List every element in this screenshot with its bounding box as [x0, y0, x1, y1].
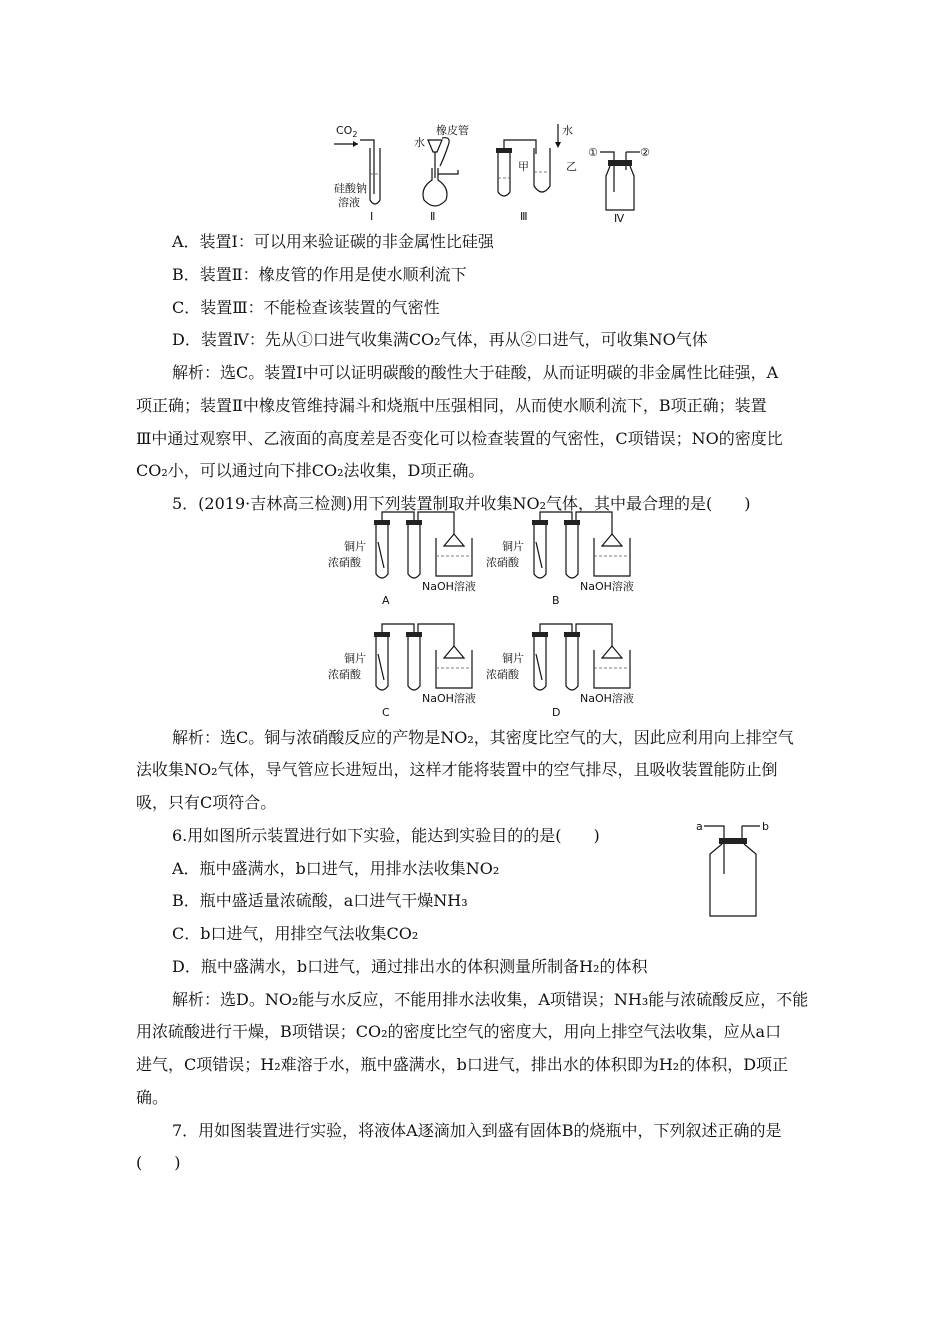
setup-b-letter: B	[552, 594, 560, 607]
q7-stem-line-1: 7．用如图装置进行实验，将液体A逐滴加入到盛有固体B的烧瓶中，下列叙述正确的是	[172, 1121, 782, 1140]
water-label-2: 水	[562, 124, 573, 137]
q4-analysis-line-2: 项正确；装置Ⅱ中橡皮管维持漏斗和烧瓶中压强相同，从而使水顺利流下，B项正确；装置	[136, 396, 767, 415]
q4-option-d: D．装置Ⅳ：先从①口进气收集满CO₂气体，再从②口进气，可收集NO气体	[172, 330, 708, 349]
q4-option-a: A．装置Ⅰ：可以用来验证碳的非金属性比硅强	[172, 232, 494, 251]
q6-analysis-line-2: 用浓硫酸进行干燥，B项错误；CO₂的密度比空气的密度大，用向上排空气法收集，应从a口	[136, 1022, 782, 1041]
roman-4: Ⅳ	[614, 212, 625, 225]
roman-3: Ⅲ	[520, 210, 528, 223]
setup-b-copper-label: 铜片	[502, 540, 524, 553]
q5-analysis-line-2: 法收集NO₂气体，导气管应长进短出，这样才能将装置中的空气排尽，且吸收装置能防止倒	[136, 760, 778, 779]
port2-label: ②	[640, 146, 650, 159]
q6-bottle-figure	[694, 814, 774, 920]
yi-label: 乙	[566, 160, 577, 173]
port-b-label: b	[762, 820, 769, 833]
setup-c-naoh-label: NaOH溶液	[422, 692, 476, 705]
setup-d-letter: D	[552, 706, 561, 719]
setup-d-naoh-label: NaOH溶液	[580, 692, 634, 705]
q6-option-d: D．瓶中盛满水，b口进气，通过排出水的体积测量所制备H₂的体积	[172, 957, 648, 976]
q6-analysis-line-1: 解析：选D。NO₂能与水反应，不能用排水法收集，A项错误；NH₃能与浓硫酸反应，不能	[172, 990, 809, 1009]
rubber-tube-label: 橡皮管	[436, 124, 469, 137]
q6-option-c: C．b口进气，用排空气法收集CO₂	[172, 924, 419, 943]
setup-c-acid-label: 浓硝酸	[328, 668, 361, 681]
roman-2: Ⅱ	[430, 210, 436, 223]
setup-a-naoh-label: NaOH溶液	[422, 580, 476, 593]
q6-analysis-line-3: 进气，C项错误；H₂难溶于水，瓶中盛满水，b口进气，排出水的体积即为H₂的体积，D项正	[136, 1055, 789, 1074]
q5-apparatus-figure	[326, 508, 666, 720]
port-a-label: a	[696, 820, 703, 833]
setup-b-acid-label: 浓硝酸	[486, 556, 519, 569]
q4-analysis-line-1: 解析：选C。装置Ⅰ中可以证明碳酸的酸性大于硅酸，从而证明碳的非金属性比硅强，A	[172, 363, 779, 382]
q4-apparatus-figure	[330, 118, 670, 226]
roman-1: Ⅰ	[370, 210, 374, 223]
q7-stem-line-2: ( )	[136, 1153, 181, 1172]
setup-a	[328, 512, 476, 607]
setup-d-copper-label: 铜片	[502, 652, 524, 665]
q4-option-b: B．装置Ⅱ：橡皮管的作用是使水顺利流下	[172, 265, 467, 284]
co2-label: $CO_2$	[336, 124, 358, 139]
q4-analysis-line-4: CO₂小，可以通过向下排CO₂法收集，D项正确。	[136, 461, 485, 480]
port1-label: ①	[588, 146, 598, 159]
setup-c-copper-label: 铜片	[344, 652, 366, 665]
q5-analysis-line-1: 解析：选C。铜与浓硝酸反应的产物是NO₂，其密度比空气的大，因此应利用向上排空气	[172, 728, 794, 747]
silicate-label-2: 溶液	[338, 196, 360, 209]
q5-analysis-line-3: 吸，只有C项符合。	[136, 793, 277, 812]
setup-d-acid-label: 浓硝酸	[486, 668, 519, 681]
q6-option-b: B．瓶中盛适量浓硫酸，a口进气干燥NH₃	[172, 891, 468, 910]
jia-label: 甲	[518, 160, 529, 173]
q4-option-c: C．装置Ⅲ：不能检查该装置的气密性	[172, 298, 440, 317]
setup-a-acid-label: 浓硝酸	[328, 556, 361, 569]
water-label: 水	[414, 136, 425, 149]
setup-a-letter: A	[382, 594, 390, 607]
silicate-label-1: 硅酸钠	[334, 182, 367, 195]
setup-c-letter: C	[382, 706, 390, 719]
q6-stem: 6.用如图所示装置进行如下实验，能达到实验目的的是( )	[172, 826, 600, 845]
q6-analysis-line-4: 确。	[136, 1088, 169, 1107]
q6-option-a: A．瓶中盛满水，b口进气，用排水法收集NO₂	[172, 859, 500, 878]
q4-analysis-line-3: Ⅲ中通过观察甲、乙液面的高度差是否变化可以检查装置的气密性，C项错误；NO的密度比	[136, 429, 783, 448]
q5-stem: 5．(2019·吉林高三检测)用下列装置制取并收集NO₂气体，其中最合理的是( )	[172, 494, 751, 513]
setup-d	[486, 624, 634, 719]
setup-c	[328, 624, 476, 719]
setup-b-naoh-label: NaOH溶液	[580, 580, 634, 593]
setup-a-copper-label: 铜片	[344, 540, 366, 553]
setup-b	[486, 512, 634, 607]
